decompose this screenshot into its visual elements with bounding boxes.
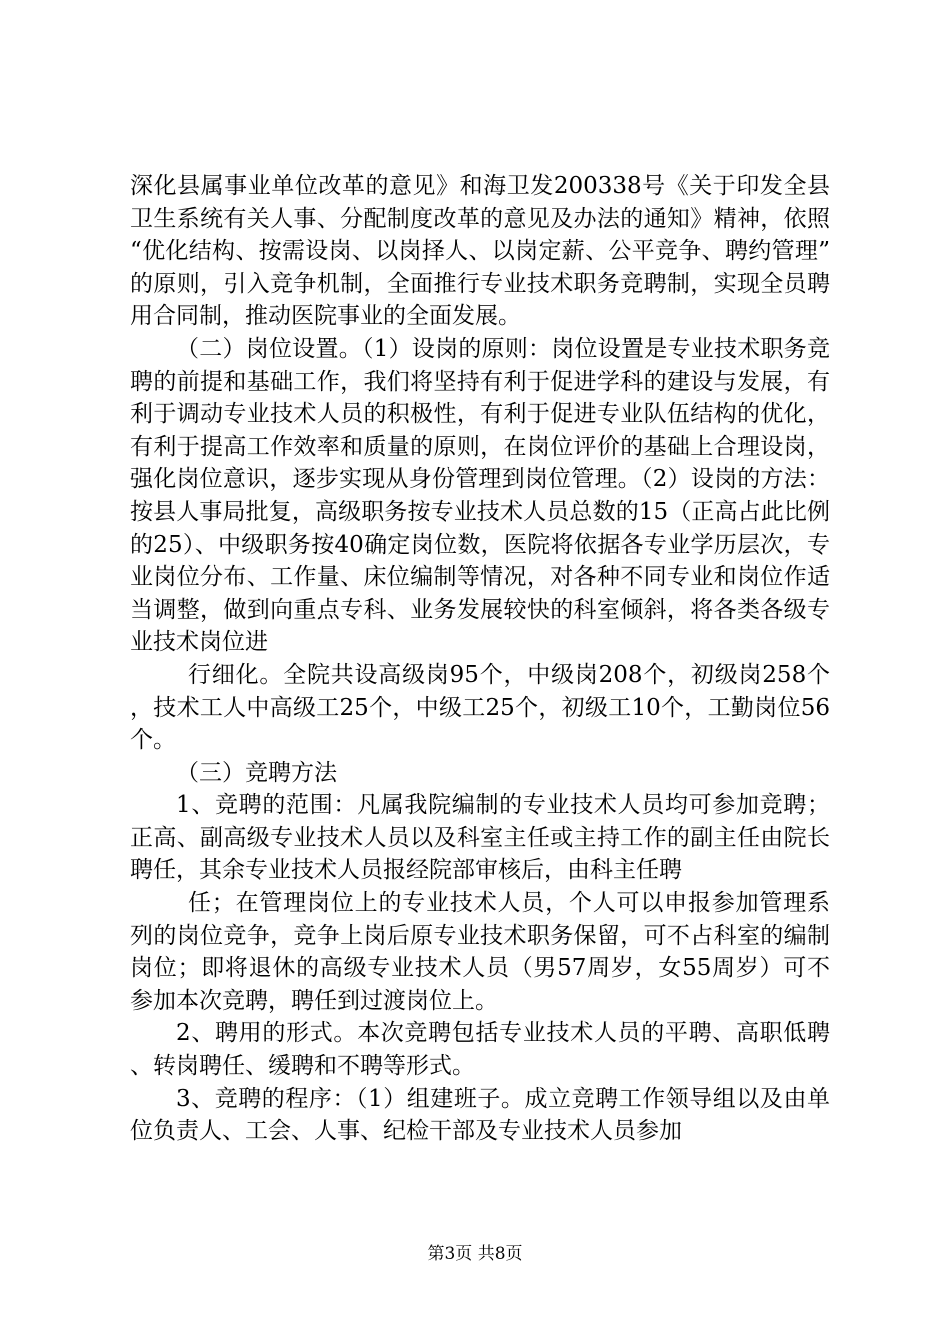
paragraph-7: 2、聘用的形式。本次竞聘包括专业技术人员的平聘、高职低聘、转岗聘任、缓聘和不聘等形式。 <box>130 1020 830 1080</box>
paragraph-8: 3、竞聘的程序：（1）组建班子。成立竞聘工作领导组以及由单位负责人、工会、人事、纪检干部及专业技术人员参加 <box>130 1085 830 1145</box>
paragraph-4-heading: （三）竞聘方法 <box>176 759 337 786</box>
paragraph-6: 任；在管理岗位上的专业技术人员，个人可以申报参加管理系列的岗位竞争，竞争上岗后原专业技术职务保留，可不占科室的编制岗位；即将退休的高级专业技术人员（男57周岁，女55周岁）可不参加本次竞聘，聘任到过渡岗位上。 <box>130 890 830 1014</box>
document-body <box>130 170 830 1148</box>
paragraph-3: 行细化。全院共设高级岗95个，中级岗208个，初级岗258个，技术工人中高级工25个，中级工25个，初级工10个，工勤岗位56个。 <box>130 661 830 754</box>
paragraph-1: 深化县属事业单位改革的意见》和海卫发200338号《关于印发全县卫生系统有关人事、分配制度改革的意见及办法的通知》精神，依照“优化结构、按需设岗、以岗择人、以岗定薪、公平竞争、聘约管理”的原则，引入竞争机制，全面推行专业技术职务竞聘制，实现全员聘用合同制，推动医院事业的全面发展。 <box>130 173 830 330</box>
paragraph-2: （二）岗位设置。（1）设岗的原则：岗位设置是专业技术职务竞聘的前提和基础工作，我们将坚持有利于促进学科的建设与发展，有利于调动专业技术人员的积极性，有利于促进专业队伍结构的优化，有利于提高工作效率和质量的原则，在岗位评价的基础上合理设岗，强化岗位意识，逐步实现从身份管理到岗位管理。（2）设岗的方法：按县人事局批复，高级职务按专业技术人员总数的15（正高占此比例的25）、中级职务按40确定岗位数，医院将依据各专业学历层次，专业岗位分布、工作量、床位编制等情况，对各种不同专业和岗位作适当调整，做到向重点专科、业务发展较快的科室倾斜，将各类各级专业技术岗位进 <box>130 335 830 656</box>
page-footer: 第3页 共8页 <box>427 1244 523 1264</box>
paragraph-5: 1、竞聘的范围：凡属我院编制的专业技术人员均可参加竞聘；正高、副高级专业技术人员以及科室主任或主持工作的副主任由院长聘任，其余专业技术人员报经院部审核后，由科主任聘 <box>130 792 830 884</box>
